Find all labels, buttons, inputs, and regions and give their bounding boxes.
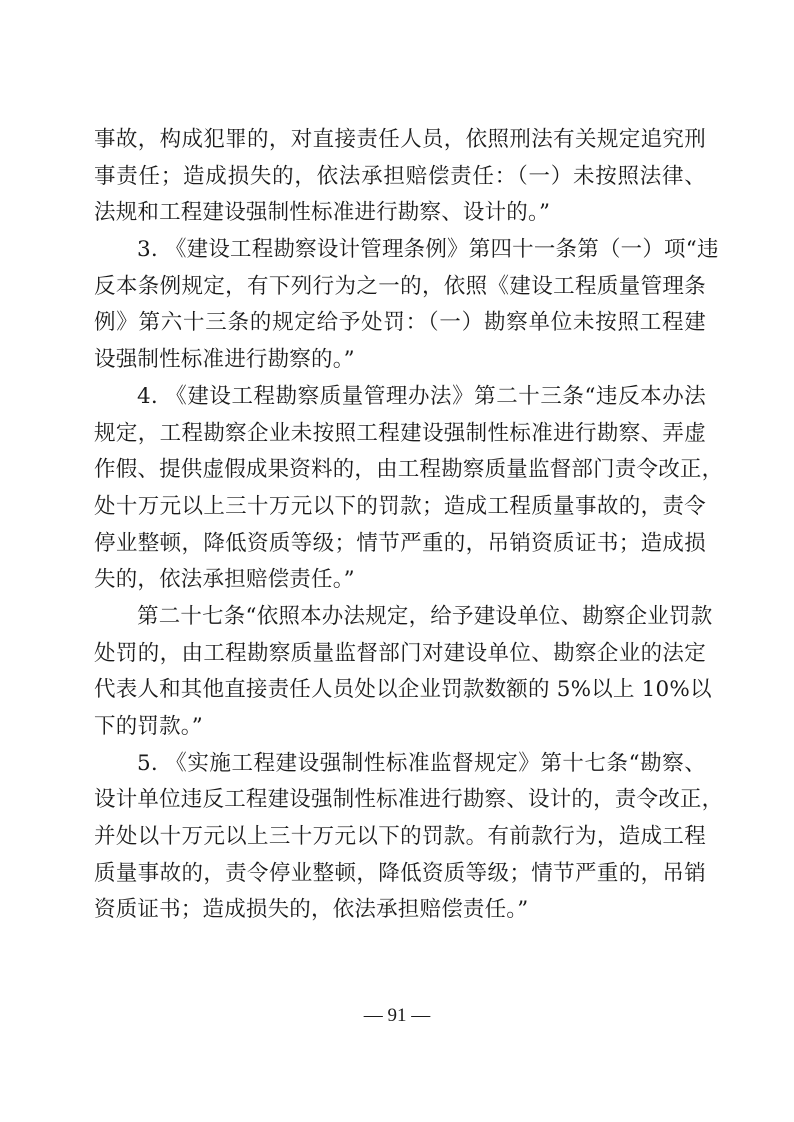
page-number: — 91 — — [363, 1005, 431, 1026]
text-line: 事责任；造成损失的，依法承担赔偿责任：（一）未按照法律、 — [94, 163, 706, 189]
text-line: 质量事故的，责令停业整顿，降低资质等级；情节严重的，吊销 — [94, 860, 706, 886]
text-line: 规定，工程勘察企业未按照工程建设强制性标准进行勘察、弄虚 — [94, 420, 706, 446]
text-line: 处十万元以上三十万元以下的罚款；造成工程质量事故的，责令 — [94, 493, 706, 519]
body-text — [94, 122, 724, 929]
text-line: 停业整顿，降低资质等级；情节严重的，吊销资质证书；造成损 — [94, 530, 706, 556]
text-line: 4. 《建设工程勘察质量管理办法》第二十三条“违反本办法 — [137, 383, 706, 409]
text-line: 法规和工程建设强制性标准进行勘察、设计的。” — [94, 200, 551, 226]
text-line: 第二十七条“依照本办法规定，给予建设单位、勘察企业罚款 — [137, 603, 713, 629]
text-line: 代表人和其他直接责任人员处以企业罚款数额的 5%以上 10%以 — [94, 677, 712, 703]
text-line: 下的罚款。” — [94, 714, 203, 739]
text-line: 设计单位违反工程建设强制性标准进行勘察、设计的，责令改正， — [94, 787, 724, 813]
text-line: 事故，构成犯罪的，对直接责任人员，依照刑法有关规定追究刑 — [94, 127, 706, 152]
text-line: 资质证书；造成损失的，依法承担赔偿责任。” — [94, 897, 529, 923]
text-line: 并处以十万元以上三十万元以下的罚款。有前款行为，造成工程 — [94, 824, 706, 850]
text-line: 作假、提供虚假成果资料的，由工程勘察质量监督部门责令改正， — [94, 457, 724, 483]
text-line: 处罚的，由工程勘察质量监督部门对建设单位、勘察企业的法定 — [94, 640, 706, 666]
text-line: 反本条例规定，有下列行为之一的，依照《建设工程质量管理条 — [94, 273, 706, 299]
text-line: 失的，依法承担赔偿责任。” — [94, 567, 355, 593]
text-line: 5. 《实施工程建设强制性标准监督规定》第十七条“勘察、 — [137, 750, 706, 776]
text-line: 设强制性标准进行勘察的。” — [94, 347, 355, 373]
text-line: 3. 《建设工程勘察设计管理条例》第四十一条第（一）项“违 — [137, 237, 719, 263]
text-line: 例》第六十三条的规定给予处罚：（一）勘察单位未按照工程建 — [94, 310, 706, 336]
